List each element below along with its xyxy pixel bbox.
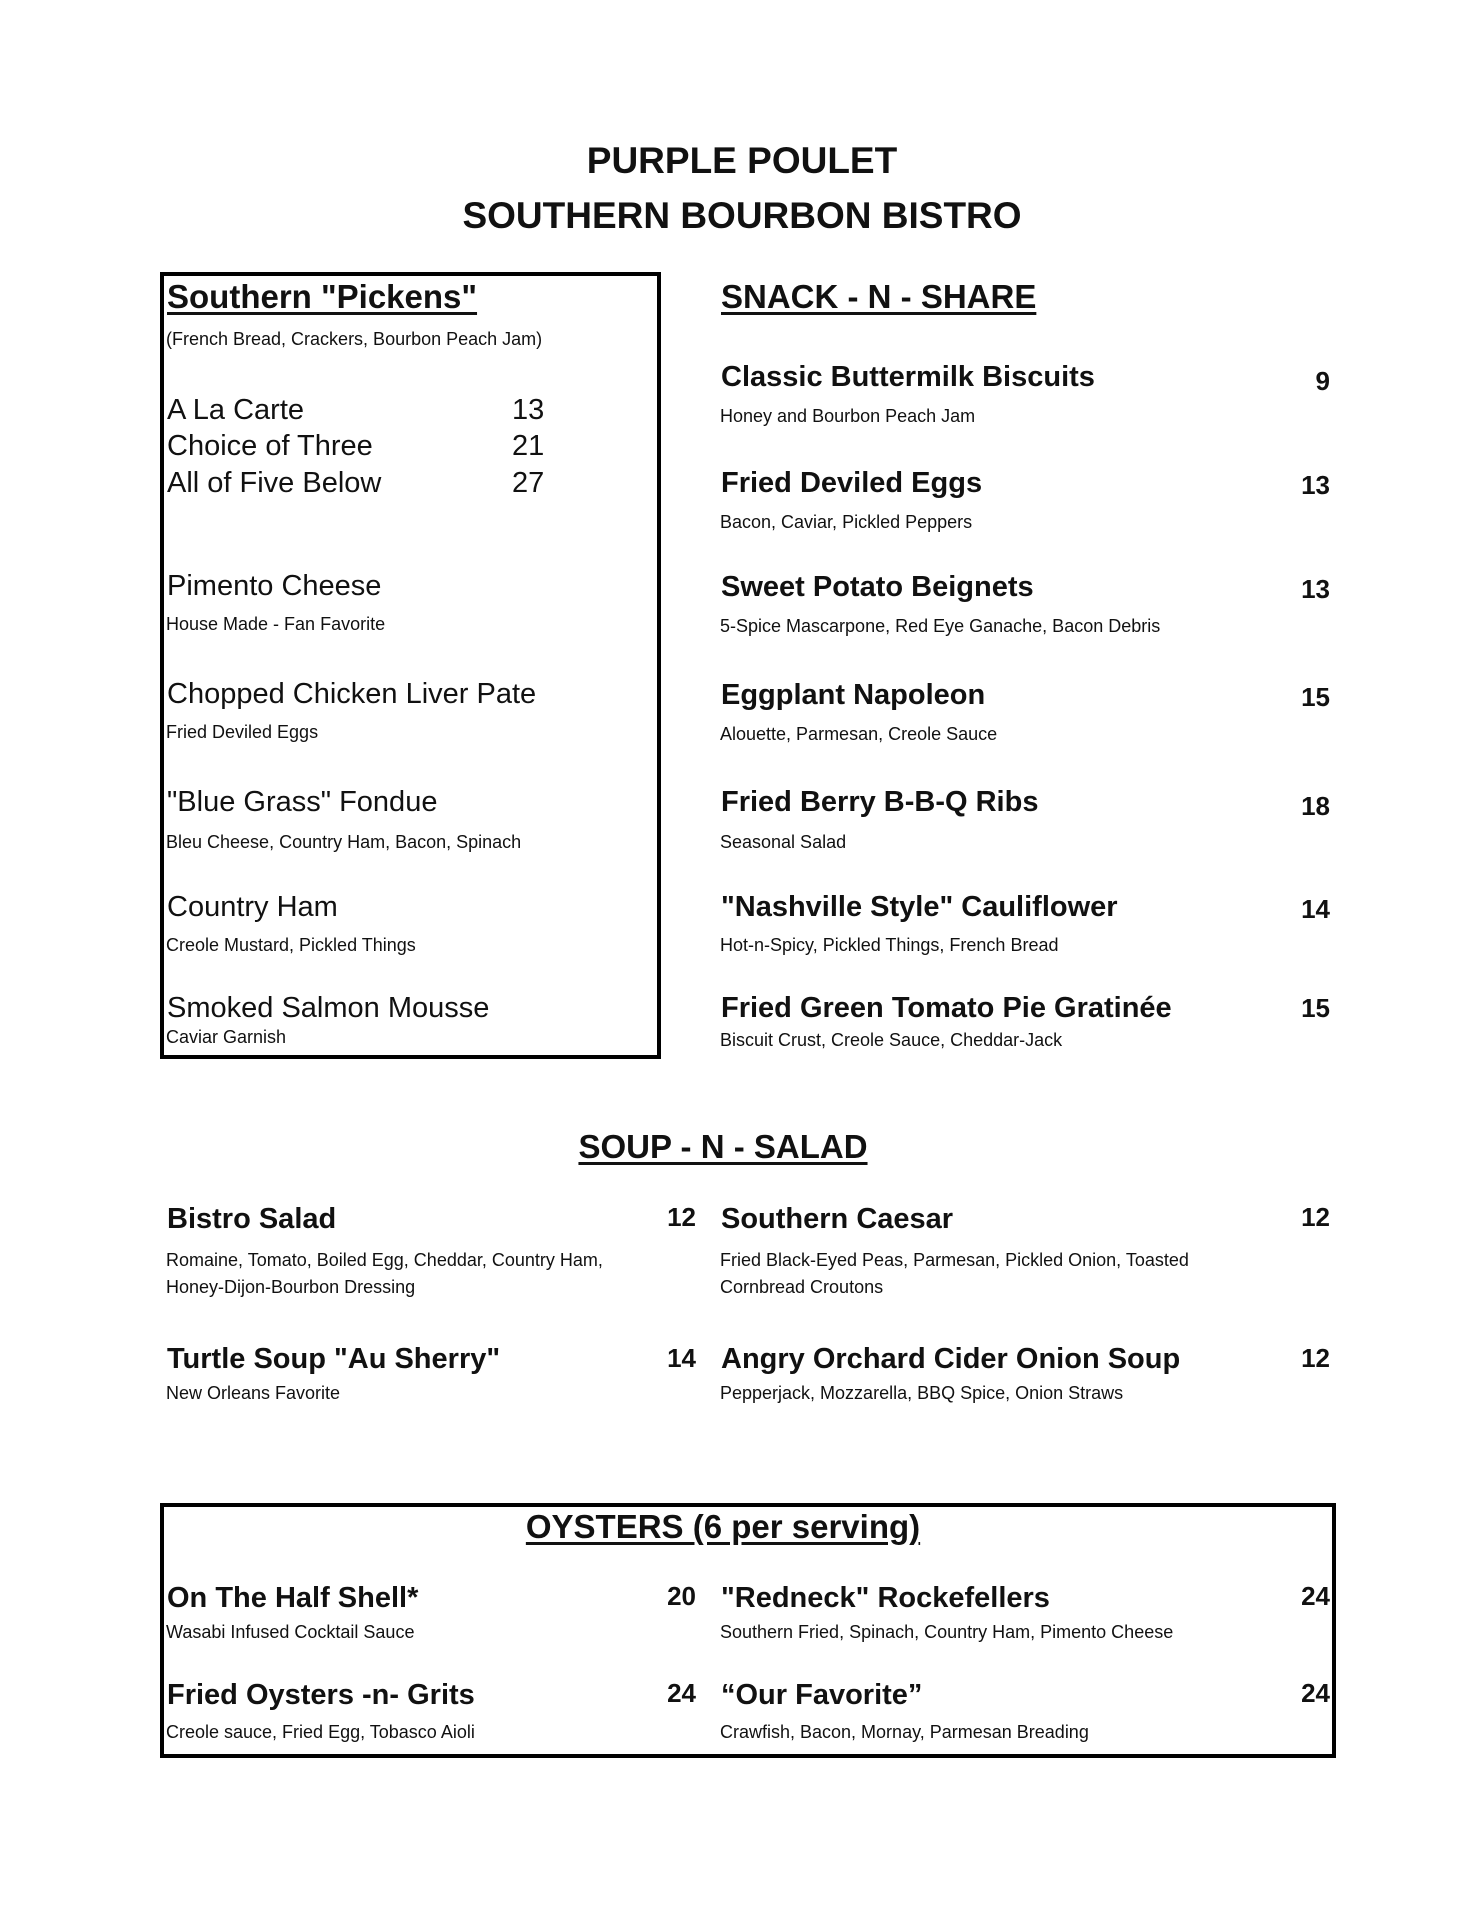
oyster-item-name: Fried Oysters -n- Grits	[167, 1679, 475, 1711]
snack-item-price: 9	[1315, 366, 1330, 396]
oyster-item-name: “Our Favorite”	[721, 1679, 923, 1711]
snack-title: SNACK - N - SHARE	[721, 278, 1037, 315]
oysters-title: OYSTERS (6 per serving)	[525, 1508, 921, 1545]
oyster-item-price: 24	[667, 1678, 696, 1708]
oyster-item-name: On The Half Shell*	[167, 1582, 419, 1614]
snack-item-name: Fried Green Tomato Pie Gratinée	[721, 992, 1172, 1024]
oyster-item-name: "Redneck" Rockefellers	[721, 1582, 1050, 1614]
pickens-item-desc: Creole Mustard, Pickled Things	[166, 935, 416, 955]
snack-item-price: 15	[1301, 682, 1330, 712]
oyster-item-desc: Crawfish, Bacon, Mornay, Parmesan Breading	[720, 1722, 1089, 1742]
soup-item-desc: Cornbread Croutons	[720, 1277, 884, 1297]
soup-item-name: Southern Caesar	[721, 1203, 954, 1235]
pickens-item-name: Country Ham	[167, 891, 338, 923]
pickens-option-price: 27	[512, 467, 545, 499]
soup-item-name: Angry Orchard Cider Onion Soup	[721, 1343, 1181, 1375]
snack-item-price: 14	[1301, 894, 1330, 924]
pickens-option-label: A La Carte	[167, 394, 305, 426]
soup-item-price: 14	[667, 1343, 696, 1373]
snack-item-name: Sweet Potato Beignets	[721, 571, 1034, 603]
restaurant-name: PURPLE POULET	[586, 140, 898, 181]
snack-item-desc: Seasonal Salad	[720, 832, 847, 852]
snack-item-name: Fried Deviled Eggs	[721, 467, 983, 499]
soup-item-name: Bistro Salad	[167, 1203, 337, 1235]
snack-item-name: Classic Buttermilk Biscuits	[721, 361, 1095, 393]
soup-item-desc: Honey-Dijon-Bourbon Dressing	[166, 1277, 416, 1297]
pickens-subtitle: (French Bread, Crackers, Bourbon Peach Jam)	[166, 329, 543, 349]
soup-item-desc: Fried Black-Eyed Peas, Parmesan, Pickled Onion, Toasted	[720, 1250, 1189, 1270]
oyster-item-desc: Wasabi Infused Cocktail Sauce	[166, 1622, 415, 1642]
snack-item-desc: 5-Spice Mascarpone, Red Eye Ganache, Bacon Debris	[720, 616, 1161, 636]
pickens-item-desc: House Made - Fan Favorite	[166, 614, 386, 634]
snack-item-name: Fried Berry B-B-Q Ribs	[721, 786, 1039, 818]
pickens-option-price: 13	[512, 394, 545, 426]
soup-item-price: 12	[1301, 1202, 1330, 1232]
pickens-option-price: 21	[512, 430, 545, 462]
oyster-item-desc: Southern Fried, Spinach, Country Ham, Pimento Cheese	[720, 1622, 1174, 1642]
pickens-item-name: "Blue Grass" Fondue	[167, 786, 438, 818]
snack-item-desc: Hot-n-Spicy, Pickled Things, French Bread	[720, 935, 1059, 955]
snack-item-price: 15	[1301, 993, 1330, 1023]
oyster-item-price: 24	[1301, 1678, 1330, 1708]
pickens-item-name: Pimento Cheese	[167, 570, 382, 602]
soup-title: SOUP - N - SALAD	[578, 1128, 868, 1165]
soup-item-desc: New Orleans Favorite	[166, 1383, 341, 1403]
pickens-option-label: All of Five Below	[167, 467, 382, 499]
soup-item-price: 12	[667, 1202, 696, 1232]
snack-item-desc: Bacon, Caviar, Pickled Peppers	[720, 512, 973, 532]
pickens-title: Southern "Pickens"	[167, 278, 478, 315]
snack-item-desc: Alouette, Parmesan, Creole Sauce	[720, 724, 998, 744]
soup-item-desc: Romaine, Tomato, Boiled Egg, Cheddar, Country Ham,	[166, 1250, 603, 1270]
oyster-item-desc: Creole sauce, Fried Egg, Tobasco Aioli	[166, 1722, 475, 1742]
soup-item-desc: Pepperjack, Mozzarella, BBQ Spice, Onion Straws	[720, 1383, 1124, 1403]
snack-item-desc: Honey and Bourbon Peach Jam	[720, 406, 976, 426]
snack-item-name: Eggplant Napoleon	[721, 679, 986, 711]
snack-item-price: 18	[1301, 791, 1330, 821]
pickens-item-desc: Caviar Garnish	[166, 1027, 287, 1047]
soup-item-name: Turtle Soup "Au Sherry"	[167, 1343, 501, 1375]
pickens-item-desc: Bleu Cheese, Country Ham, Bacon, Spinach	[166, 832, 522, 852]
pickens-item-name: Smoked Salmon Mousse	[167, 992, 490, 1024]
snack-item-desc: Biscuit Crust, Creole Sauce, Cheddar-Jack	[720, 1030, 1063, 1050]
oyster-item-price: 20	[667, 1581, 696, 1611]
oyster-item-price: 24	[1301, 1581, 1330, 1611]
restaurant-subtitle: SOUTHERN BOURBON BISTRO	[462, 195, 1022, 236]
pickens-item-name: Chopped Chicken Liver Pate	[167, 678, 537, 710]
pickens-item-desc: Fried Deviled Eggs	[166, 722, 319, 742]
snack-item-price: 13	[1301, 470, 1330, 500]
snack-item-price: 13	[1301, 574, 1330, 604]
pickens-option-label: Choice of Three	[167, 430, 373, 462]
soup-item-price: 12	[1301, 1343, 1330, 1373]
snack-item-name: "Nashville Style" Cauliflower	[721, 891, 1118, 923]
